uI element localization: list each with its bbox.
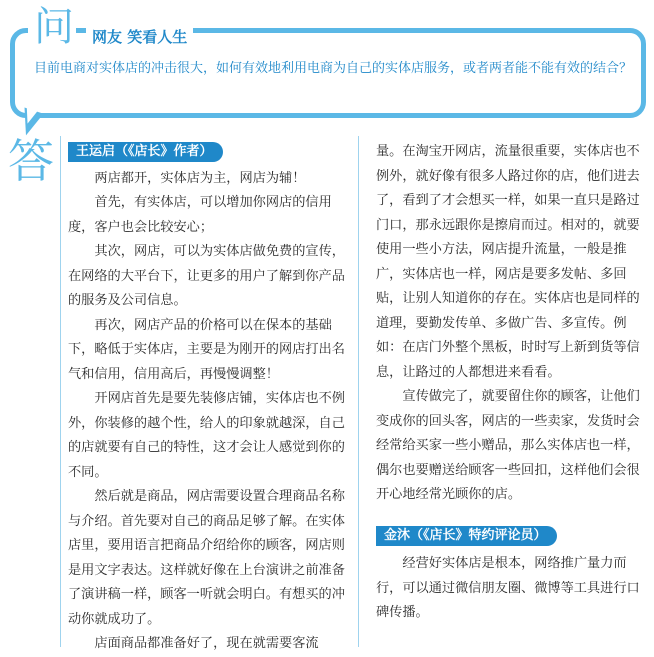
answer-paragraph: 再次，网店产品的价格可以在保本的基础下，略低于实体店，主要是为刚开的网店打出名气和信用，信用高后，再慢慢调整！ (68, 317, 345, 382)
question-topic: 网友 笑看人生 (86, 26, 193, 47)
answer-paragraph: 两店都开，实体店为主，网店为辅！ (94, 170, 306, 186)
column-divider-left (60, 136, 61, 647)
column-divider-middle (358, 136, 359, 647)
answer-icon: 答 (8, 134, 54, 188)
answer-column-left (68, 140, 350, 657)
answer-paragraph: 店面商品都准备好了，现在就需要客流 (94, 636, 319, 651)
answer-paragraph: 开网店首先是要先装修店铺，实体店也不例外，你装修的越个性，给人的印象就越深，自己的店就要有自己的特性，这才会让人感觉到你的不同。 (68, 391, 345, 480)
answer-paragraph: 其次，网店，可以为实体店做免费的宣传，在网络的大平台下，让更多的用户了解到你产品的服务及公司信息。 (68, 244, 345, 308)
author-tag: 王运启（《店长》作者） (68, 142, 223, 162)
answer-paragraph: 宣传做完了，就要留住你的顾客，让他们变成你的回头客，网店的一些卖家，发货时会经常给买家一些小赠品，那么实体店也一样，偶尔也要赠送给顾客一些回扣，这样他们会很开心地经常光顾你的店。 (376, 389, 640, 502)
answer-column-right (376, 140, 648, 626)
author-tag: 金沐（《店长》特约评论员） (376, 526, 557, 546)
answer-paragraph-continued: 量。在淘宝开网店，流量很重要，实体店也不例外，就好像有很多人路过你的店，他们进去了，看到了才会想买一样，如果一直只是路过门口，那永远跟你是擦肩而过。相对的，就要使用一些小方法，网店提升流量，一般是推广，实体店也一样，网店是要多发帖、多回贴，让别人知道你的存在。实体店也是同样的道理，要勤发传单、多做广告、多宣传。例如：在店门外整个黑板，时时写上新到货等信息，让路过的人都想进来看看。 (376, 144, 640, 380)
answer-paragraph: 首先，有实体店，可以增加你网店的信用度，客户也会比较安心； (68, 195, 332, 235)
question-text: 目前电商对实体店的冲击很大，如何有效地利用电商为自己的实体店服务，或者两者能不能有效的结合？ (34, 61, 633, 76)
answer-paragraph: 然后就是商品，网店需要设置合理商品名称与介绍。首先要对自己的商品足够了解。在实体店里，要用语言把商品介绍给你的顾客，网店则是用文字表达。这样就好像在上台演讲之前准备了演讲稿一样，顾客一听就会明白。有想买的冲动你就成功了。 (68, 489, 345, 627)
question-icon: 问 (34, 4, 74, 50)
answer-paragraph: 经营好实体店是根本，网络推广量力而行，可以通过微信朋友圈、微博等工具进行口碑传播。 (376, 556, 640, 620)
